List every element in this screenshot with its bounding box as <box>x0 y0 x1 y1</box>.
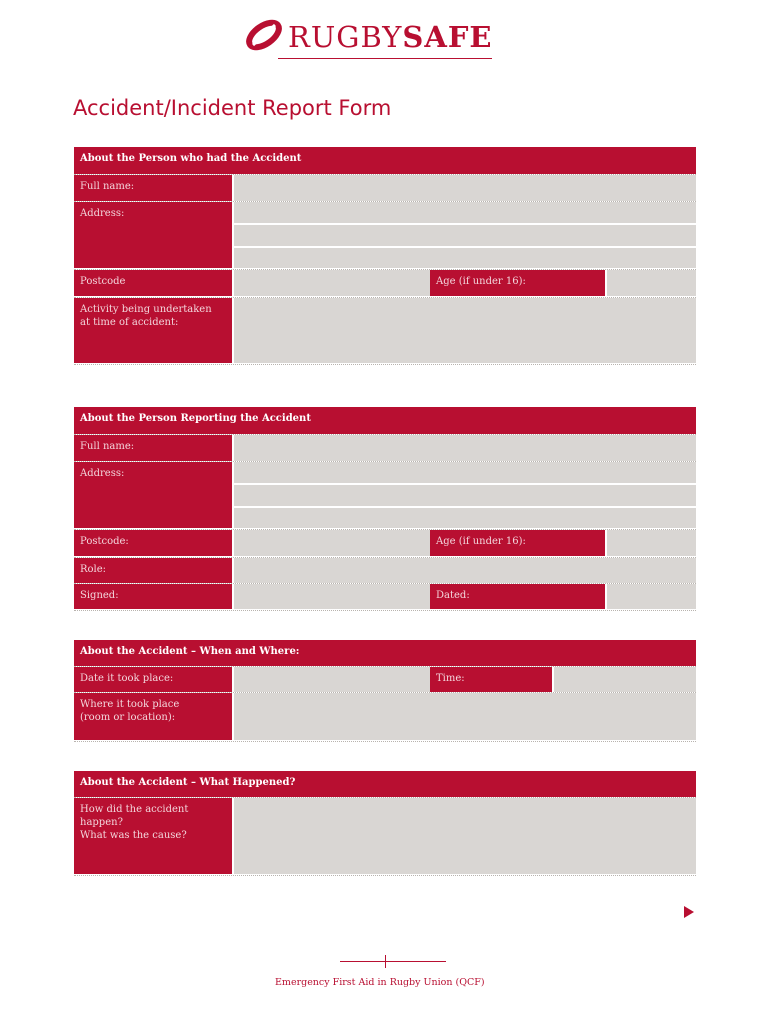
divider <box>74 461 696 462</box>
s1-full-name-label: Full name: <box>74 175 232 201</box>
s2-address-field-line3[interactable] <box>234 508 696 528</box>
s2-address-label: Address: <box>74 462 232 528</box>
s2-age-label: Age (if under 16): <box>430 530 605 556</box>
s1-activity-field[interactable] <box>234 298 696 363</box>
s1-address-field-line2[interactable] <box>234 225 696 246</box>
s1-full-name-field[interactable] <box>234 175 696 201</box>
divider <box>74 557 696 558</box>
s1-postcode-label: Postcode <box>74 270 232 296</box>
s1-age-field[interactable] <box>607 270 696 296</box>
divider <box>74 174 696 175</box>
s3-time-label: Time: <box>430 667 552 692</box>
s2-address-field-line2[interactable] <box>234 485 696 506</box>
s3-where-label <box>74 693 232 740</box>
s1-address-label: Address: <box>74 202 232 268</box>
s1-activity-label-line1: Activity being undertaken <box>80 304 212 315</box>
s2-postcode-label: Postcode: <box>74 530 232 556</box>
divider <box>74 610 696 611</box>
s2-dated-label: Dated: <box>430 584 605 609</box>
s2-role-field[interactable] <box>234 558 696 583</box>
s3-where-field[interactable] <box>234 693 696 740</box>
rugby-ball-logo-icon <box>244 18 284 52</box>
divider <box>74 201 696 202</box>
section3-header: About the Accident – When and Where: <box>74 640 696 666</box>
s1-activity-label <box>74 298 232 363</box>
divider <box>74 269 696 270</box>
divider <box>74 692 696 693</box>
s1-address-field-line3[interactable] <box>234 248 696 268</box>
s4-how-label-line2: What was the cause? <box>80 830 187 841</box>
divider <box>74 797 696 798</box>
s3-where-label-line2: (room or location): <box>80 712 176 723</box>
page-title: Accident/Incident Report Form <box>73 96 392 120</box>
logo-word-rugby: RUGBY <box>288 20 403 54</box>
divider <box>74 529 696 530</box>
s1-activity-label-line2: at time of accident: <box>80 317 179 328</box>
s4-how-field[interactable] <box>234 798 696 874</box>
section2-header: About the Person Reporting the Accident <box>74 407 696 434</box>
footer-rule <box>340 961 446 962</box>
logo-wordmark <box>288 20 493 54</box>
divider <box>74 297 696 298</box>
s4-how-label <box>74 798 232 874</box>
s3-where-label-line1: Where it took place <box>80 699 180 710</box>
divider <box>74 666 696 667</box>
s1-postcode-field[interactable] <box>234 270 430 296</box>
s2-role-label: Role: <box>74 558 232 583</box>
s3-date-label: Date it took place: <box>74 667 232 692</box>
next-page-arrow-icon[interactable] <box>684 906 694 918</box>
s2-postcode-field[interactable] <box>234 530 430 556</box>
s2-age-field[interactable] <box>607 530 696 556</box>
section1-header: About the Person who had the Accident <box>74 147 696 174</box>
logo-underline <box>278 58 492 59</box>
s1-address-field-line1[interactable] <box>234 202 696 223</box>
footer-tick <box>385 955 386 968</box>
divider <box>74 875 696 876</box>
s3-date-field[interactable] <box>234 667 430 692</box>
s4-how-label-line1: How did the accident happen? <box>80 804 189 828</box>
divider <box>74 741 696 742</box>
s2-signed-field[interactable] <box>234 584 430 609</box>
s1-age-label: Age (if under 16): <box>430 270 605 296</box>
logo-word-safe: SAFE <box>402 20 493 54</box>
s2-signed-label: Signed: <box>74 584 232 609</box>
rugbysafe-logo <box>244 12 524 60</box>
divider <box>74 364 696 365</box>
divider <box>74 583 696 584</box>
s2-dated-field[interactable] <box>607 584 696 609</box>
s2-full-name-field[interactable] <box>234 435 696 461</box>
footer-text: Emergency First Aid in Rugby Union (QCF) <box>275 977 485 988</box>
section4-header: About the Accident – What Happened? <box>74 771 696 797</box>
divider <box>74 434 696 435</box>
s2-address-field-line1[interactable] <box>234 462 696 483</box>
s3-time-field[interactable] <box>554 667 696 692</box>
s2-full-name-label: Full name: <box>74 435 232 461</box>
